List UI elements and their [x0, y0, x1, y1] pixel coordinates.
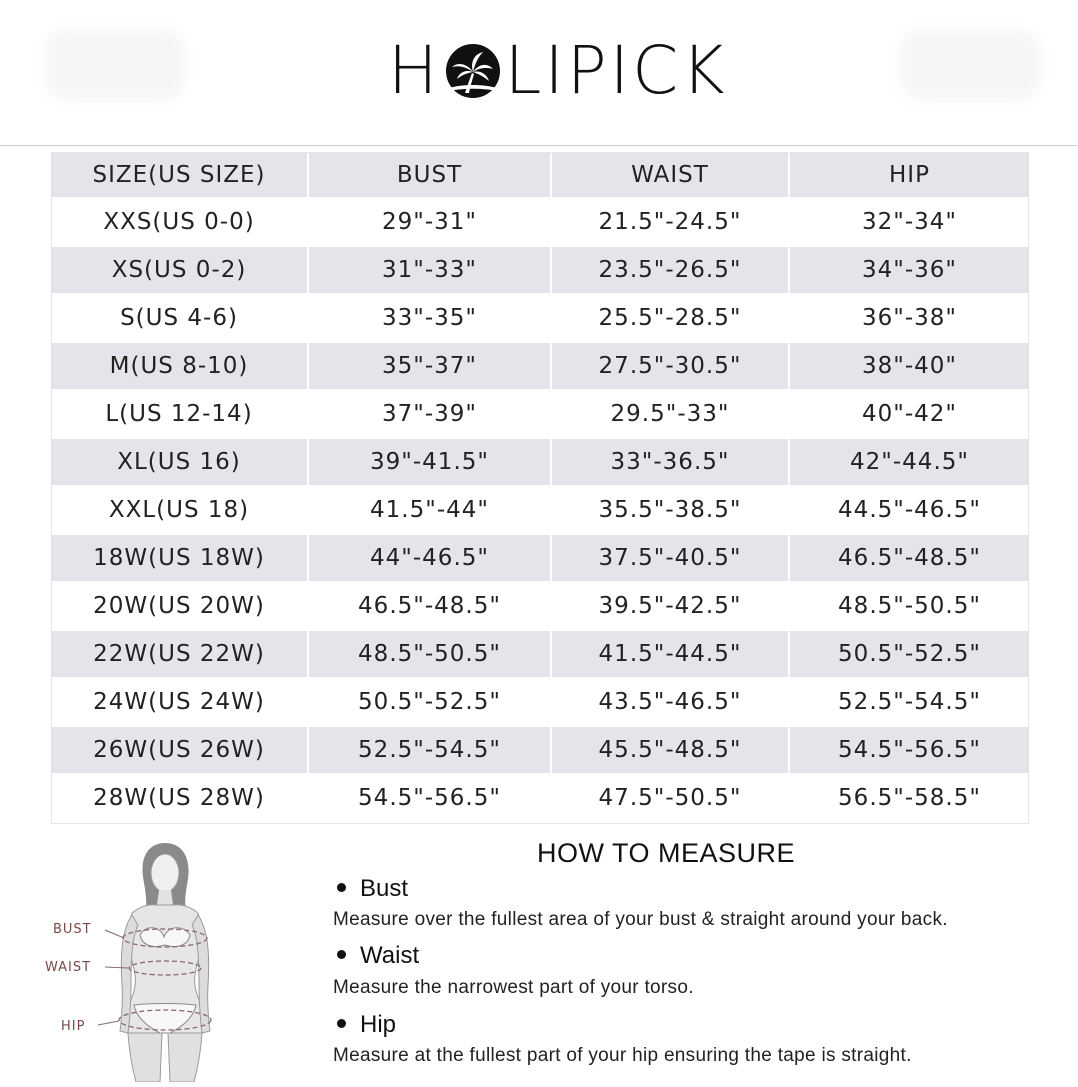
cell-bust: 31"-33" — [309, 247, 552, 295]
cell-waist: 33"-36.5" — [552, 439, 790, 487]
cell-size: S(US 4-6) — [51, 295, 309, 343]
cell-bust: 41.5"-44" — [309, 487, 552, 535]
blurred-decoration-right — [900, 30, 1040, 100]
cell-waist: 37.5"-40.5" — [552, 535, 790, 583]
cell-bust: 33"-35" — [309, 295, 552, 343]
waist-heading — [333, 942, 419, 970]
cell-waist: 29.5"-33" — [552, 391, 790, 439]
header — [0, 0, 1078, 145]
table-row — [51, 631, 1029, 679]
cell-hip: 48.5"-50.5" — [790, 583, 1029, 631]
cell-hip: 50.5"-52.5" — [790, 631, 1029, 679]
cell-bust: 37"-39" — [309, 391, 552, 439]
cell-size: XXL(US 18) — [51, 487, 309, 535]
cell-bust: 35"-37" — [309, 343, 552, 391]
bullet-icon — [337, 950, 346, 959]
cell-waist: 45.5"-48.5" — [552, 727, 790, 775]
blurred-decoration-left — [45, 30, 185, 100]
cell-size: 18W(US 18W) — [51, 535, 309, 583]
cell-hip: 40"-42" — [790, 391, 1029, 439]
cell-size: XS(US 0-2) — [51, 247, 309, 295]
table-row — [51, 343, 1029, 391]
measure-figure — [0, 835, 300, 1082]
cell-hip: 56.5"-58.5" — [790, 775, 1029, 823]
cell-bust: 50.5"-52.5" — [309, 679, 552, 727]
brand-logo[interactable] — [388, 32, 728, 109]
cell-size: 24W(US 24W) — [51, 679, 309, 727]
size-chart-table — [51, 152, 1029, 823]
table-header-row — [51, 152, 1029, 199]
cell-bust: 54.5"-56.5" — [309, 775, 552, 823]
cell-waist: 41.5"-44.5" — [552, 631, 790, 679]
table-row — [51, 535, 1029, 583]
woman-figure-illustration — [0, 835, 300, 1082]
cell-bust: 29"-31" — [309, 199, 552, 247]
table-row — [51, 583, 1029, 631]
cell-waist: 21.5"-24.5" — [552, 199, 790, 247]
header-divider — [0, 145, 1078, 146]
header-bust: BUST — [309, 152, 552, 199]
cell-hip: 44.5"-46.5" — [790, 487, 1029, 535]
hip-description: Measure at the fullest part of your hip ensuring the tape is straight. — [333, 1045, 912, 1066]
cell-bust: 46.5"-48.5" — [309, 583, 552, 631]
bust-heading — [333, 875, 408, 903]
how-to-measure-title: HOW TO MEASURE — [537, 838, 796, 868]
cell-hip: 46.5"-48.5" — [790, 535, 1029, 583]
cell-size: XL(US 16) — [51, 439, 309, 487]
cell-hip: 38"-40" — [790, 343, 1029, 391]
cell-size: 20W(US 20W) — [51, 583, 309, 631]
table-row — [51, 775, 1029, 823]
cell-waist: 23.5"-26.5" — [552, 247, 790, 295]
cell-hip: 42"-44.5" — [790, 439, 1029, 487]
cell-size: M(US 8-10) — [51, 343, 309, 391]
cell-waist: 27.5"-30.5" — [552, 343, 790, 391]
table-row — [51, 679, 1029, 727]
table-row — [51, 727, 1029, 775]
cell-waist: 43.5"-46.5" — [552, 679, 790, 727]
cell-hip: 52.5"-54.5" — [790, 679, 1029, 727]
figure-label-waist: WAIST — [45, 960, 92, 975]
cell-hip: 32"-34" — [790, 199, 1029, 247]
bust-description: Measure over the fullest area of your bust & straight around your back. — [333, 909, 948, 930]
header-hip: HIP — [790, 152, 1029, 199]
cell-size: 26W(US 26W) — [51, 727, 309, 775]
cell-hip: 54.5"-56.5" — [790, 727, 1029, 775]
bust-heading-label: Bust — [360, 875, 409, 902]
cell-waist: 25.5"-28.5" — [552, 295, 790, 343]
logo-letters-before: H — [388, 32, 441, 109]
figure-label-bust: BUST — [53, 922, 92, 937]
waist-description: Measure the narrowest part of your torso. — [333, 977, 694, 998]
cell-waist: 35.5"-38.5" — [552, 487, 790, 535]
cell-waist: 39.5"-42.5" — [552, 583, 790, 631]
table-row — [51, 439, 1029, 487]
logo-letters-after: LIPICK — [504, 32, 728, 109]
cell-bust: 39"-41.5" — [309, 439, 552, 487]
cell-bust: 52.5"-54.5" — [309, 727, 552, 775]
hip-heading-label: Hip — [360, 1011, 397, 1038]
cell-hip: 34"-36" — [790, 247, 1029, 295]
header-waist: WAIST — [552, 152, 790, 199]
palm-tree-o-icon — [445, 43, 501, 99]
cell-size: L(US 12-14) — [51, 391, 309, 439]
cell-bust: 48.5"-50.5" — [309, 631, 552, 679]
table-row — [51, 199, 1029, 247]
figure-label-hip: HIP — [61, 1019, 86, 1034]
cell-waist: 47.5"-50.5" — [552, 775, 790, 823]
cell-size: 22W(US 22W) — [51, 631, 309, 679]
cell-size: 28W(US 28W) — [51, 775, 309, 823]
table-row — [51, 247, 1029, 295]
cell-size: XXS(US 0-0) — [51, 199, 309, 247]
bullet-icon — [337, 883, 346, 892]
header-size: SIZE(US SIZE) — [51, 152, 309, 199]
table-row — [51, 295, 1029, 343]
table-row — [51, 487, 1029, 535]
cell-hip: 36"-38" — [790, 295, 1029, 343]
table-row — [51, 391, 1029, 439]
cell-bust: 44"-46.5" — [309, 535, 552, 583]
bullet-icon — [337, 1019, 346, 1028]
hip-heading — [333, 1011, 396, 1039]
waist-heading-label: Waist — [360, 942, 420, 969]
